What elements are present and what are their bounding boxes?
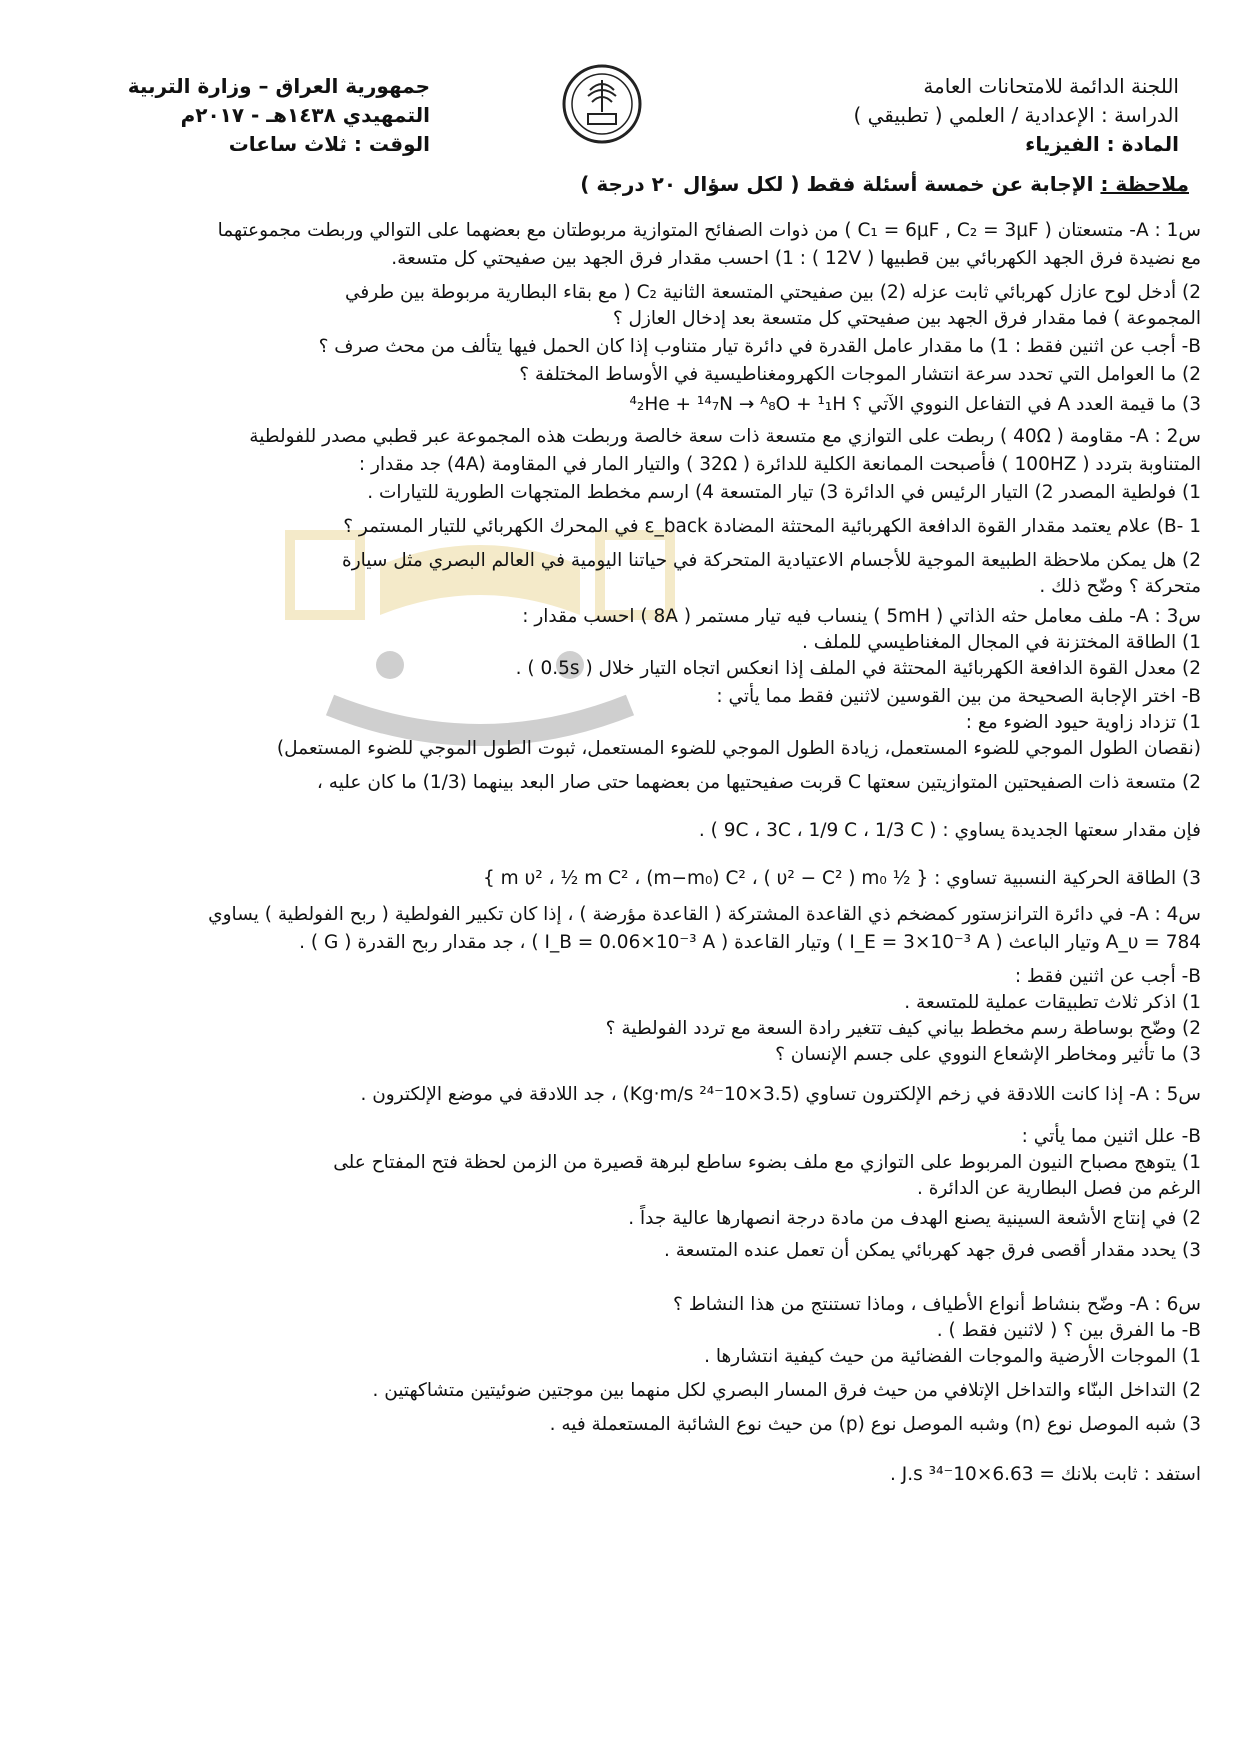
exam-line-q2a-1: س2 : A- مقاومة ( 40Ω ) ربطت على التوازي مع متسعة ذات سعة خالصة وربطت هذه المجموعة عبر قطبي مصدر للفولطية — [249, 426, 1201, 447]
exam-line-q3b-2: 1) تزداد زاوية حيود الضوء مع : — [965, 712, 1201, 733]
exam-line-q5b-3: الرغم من فصل البطارية عن الدائرة . — [917, 1178, 1201, 1199]
exam-line-q5b-1: B- علل اثنين مما يأتي : — [1021, 1126, 1201, 1147]
header-left — [70, 72, 430, 159]
exam-line-q3a-3: 2) معدل القوة الدافعة الكهربائية المحتثة في الملف إذا انعكس اتجاه التيار خلال ( 0.5s ) . — [515, 658, 1201, 679]
ministry-seal-logo — [560, 62, 644, 146]
exam-line-q1b-3: 3) ما قيمة العدد A في التفاعل النووي الآتي ؟ ⁴₂He + ¹⁴₇N → ᴬ₈O + ¹₁H — [629, 394, 1201, 415]
exam-line-q1b-2: 2) ما العوامل التي تحدد سرعة انتشار الموجات الكهرومغناطيسية في الأوساط المختلفة ؟ — [519, 364, 1201, 385]
exam-line-q4b-2: 1) اذكر ثلاث تطبيقات عملية للمتسعة . — [904, 992, 1201, 1013]
committee-title: اللجنة الدائمة للامتحانات العامة — [923, 74, 1179, 98]
exam-line-q5b-2: 1) يتوهج مصباح النيون المربوط على التوازي مع ملف بضوء ساطع لبرهة قصيرة من الزمن لحظة فتح المفتاح على — [333, 1152, 1201, 1173]
header-right — [759, 72, 1179, 159]
exam-line-q6b-2: 1) الموجات الأرضية والموجات الفضائية من حيث كيفية انتشارها . — [704, 1346, 1201, 1367]
exam-line-q3b-3: (نقصان الطول الموجي للضوء المستعمل، زيادة الطول الموجي للضوء المستعمل، ثبوت الطول الموجي للضوء المستعمل) — [276, 738, 1201, 759]
exam-line-q2a-2: المتناوبة بتردد ( 100HZ ) فأصبحت الممانعة الكلية للدائرة ( 32Ω ) والتيار المار في المقاومة (4A) جد مقدار : — [358, 454, 1201, 475]
exam-line-q3b-4: 2) متسعة ذات الصفيحتين المتوازيتين سعتها C قربت صفيحتيها من بعضهما حتى صار البعد بينهما (1/3) ما كان عليه ، — [316, 772, 1201, 793]
exam-line-q3a-2: 1) الطاقة المختزنة في المجال المغناطيسي للملف . — [802, 632, 1201, 653]
note-label: ملاحظة : — [1100, 172, 1189, 196]
exam-line-q1b-1: B- أجب عن اثنين فقط : 1) ما مقدار عامل القدرة في دائرة تيار متناوب إذا كان الحمل فيها يتألف من محث صرف ؟ — [318, 336, 1201, 357]
exam-line-q6b-4: 3) شبه الموصل نوع (n) وشبه الموصل نوع (p) من حيث نوع الشائبة المستعملة فيه . — [549, 1414, 1201, 1435]
country-ministry: جمهورية العراق – وزارة التربية — [127, 74, 430, 98]
exam-note — [580, 172, 1189, 196]
exam-line-q1a-4: المجموعة ) فما مقدار فرق الجهد بين صفيحتي كل متسعة بعد إدخال العازل ؟ — [612, 308, 1201, 329]
exam-line-q4b-4: 3) ما تأثير ومخاطر الإشعاع النووي على جسم الإنسان ؟ — [775, 1044, 1201, 1065]
exam-line-q4b-3: 2) وضّح بوساطة رسم مخطط بياني كيف تتغير رادة السعة مع تردد الفولطية ؟ — [605, 1018, 1201, 1039]
exam-duration: الوقت : ثلاث ساعات — [228, 132, 430, 156]
exam-line-q4a-2: 784 = A_υ وتيار الباعث ( I_E = 3×10⁻³ A ) وتيار القاعدة ( I_B = 0.06×10⁻³ A ) ، جد مقدار ربح القدرة ( G ) . — [299, 932, 1201, 953]
exam-line-q6a-1: س6 : A- وضّح بنشاط أنواع الأطياف ، وماذا تستنتج من هذا النشاط ؟ — [673, 1294, 1201, 1315]
exam-line-q6b-3: 2) التداخل البنّاء والتداخل الإتلافي من حيث فرق المسار البصري لكل منهما بين موجتين ضوئيتين متشاكهتين . — [372, 1380, 1201, 1401]
exam-line-q2a-3: 1) فولطية المصدر 2) التيار الرئيس في الدائرة 3) تيار المتسعة 4) ارسم مخطط المتجهات الطورية للتيارات . — [367, 482, 1201, 503]
exam-line-q5a-1: س5 : A- إذا كانت اللادقة في زخم الإلكترون تساوي (3.5×10⁻²⁴ Kg·m/s) ، جد اللادقة في موضع الإلكترون . — [360, 1084, 1201, 1105]
exam-line-q3b-1: B- اختر الإجابة الصحيحة من بين القوسين لاثنين فقط مما يأتي : — [716, 686, 1201, 707]
exam-line-q2b-1: B- 1) علام يعتمد مقدار القوة الدافعة الكهربائية المحتثة المضادة ε_back في المحرك الكهربائي للتيار المستمر ؟ — [343, 516, 1201, 537]
exam-line-q5b-5: 3) يحدد مقدار أقصى فرق جهد كهربائي يمكن أن تعمل عنده المتسعة . — [663, 1240, 1201, 1261]
exam-line-q1a-1: س1 : A- متسعتان ( C₁ = 6μF , C₂ = 3μF ) من ذوات الصفائح المتوازية مربوطتان مع بعضهما على التوالي وربطت مجموعتهما — [217, 220, 1201, 241]
exam-line-q2b-3: متحركة ؟ وضّح ذلك . — [1039, 576, 1201, 597]
exam-line-useful: استفد : ثابت بلانك = 6.63×10⁻³⁴ J.s . — [890, 1464, 1201, 1485]
exam-session: التمهيدي ١٤٣٨هـ - ٢٠١٧م — [180, 103, 430, 127]
study-level: الدراسة : الإعدادية / العلمي ( تطبيقي ) — [853, 103, 1179, 127]
exam-line-q3a-1: س3 : A- ملف معامل حثه الذاتي ( 5mH ) ينساب فيه تيار مستمر ( 8A ) احسب مقدار : — [522, 606, 1201, 627]
exam-line-q4a-1: س4 : A- في دائرة الترانزستور كمضخم ذي القاعدة المشتركة ( القاعدة مؤرضة ) ، إذا كان تكبير الفولطية ( ربح الفولطية ) يساوي — [208, 904, 1201, 925]
note-text: الإجابة عن خمسة أسئلة فقط ( لكل سؤال ٢٠ درجة ) — [580, 172, 1094, 196]
exam-line-q3b-5: فإن مقدار سعتها الجديدة يساوي : ( 9C ، 3C ، 1/9 C ، 1/3 C ) . — [698, 820, 1201, 841]
exam-line-q4b-1: B- أجب عن اثنين فقط : — [1014, 966, 1201, 987]
subject: المادة : الفيزياء — [1025, 132, 1179, 156]
exam-line-q2b-2: 2) هل يمكن ملاحظة الطبيعة الموجية للأجسام الاعتيادية المتحركة في حياتنا اليومية في العالم البصري مثل سيارة — [342, 550, 1201, 571]
exam-line-q1a-2: مع نضيدة فرق الجهد الكهربائي بين قطبيها ( 12V ) : 1) احسب مقدار فرق الجهد بين صفيحتي كل متسعة. — [391, 248, 1201, 269]
exam-line-q3b-6: 3) الطاقة الحركية النسبية تساوي : { ½ m υ² ، ½ m C² ، (m−m₀) C² ، ( υ² − C² ) m₀ } — [483, 868, 1201, 889]
exam-line-q6b-1: B- ما الفرق بين ؟ ( لاثنين فقط ) . — [936, 1320, 1201, 1341]
exam-line-q5b-4: 2) في إنتاج الأشعة السينية يصنع الهدف من مادة درجة انصهارها عالية جداً . — [628, 1208, 1201, 1229]
exam-line-q1a-3: 2) أدخل لوح عازل كهربائي ثابت عزله (2) بين صفيحتي المتسعة الثانية C₂ ( مع بقاء البطارية مربوطة بين طرفي — [344, 282, 1201, 303]
